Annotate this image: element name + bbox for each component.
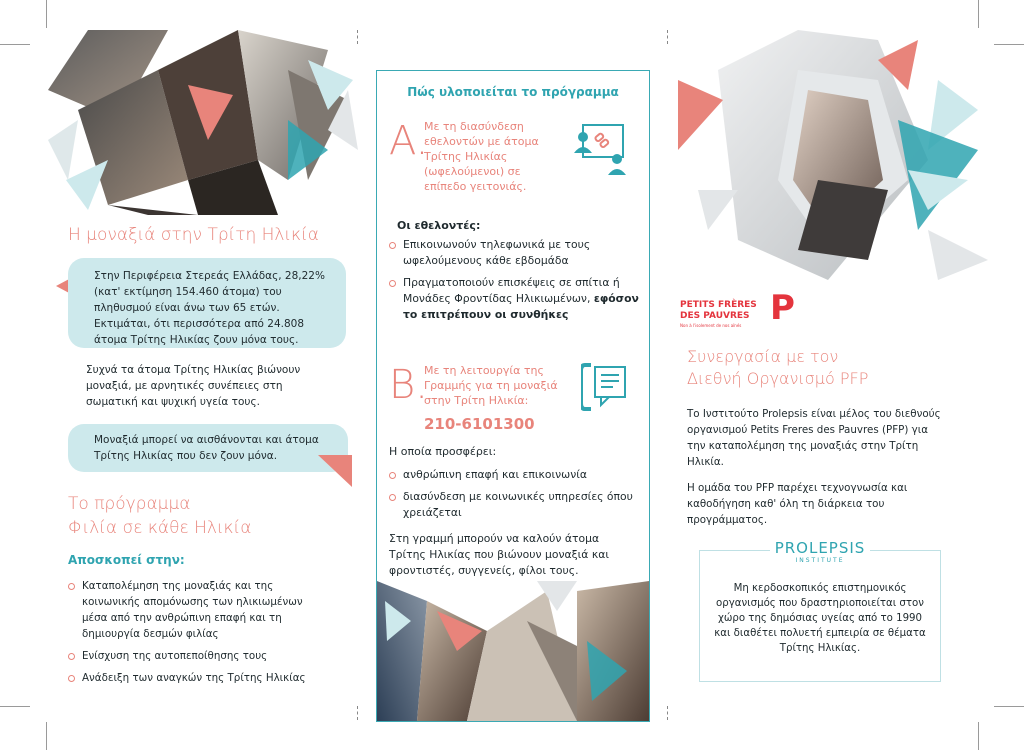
volunteer-link-icon	[573, 123, 629, 177]
partnership-paragraph-2: Η ομάδα του PFP παρέχει τεχνογνωσία και καθοδήγηση καθ' όλη τη διάρκεια του προγράμματος.	[687, 482, 908, 526]
partnership-title	[687, 346, 868, 390]
pfp-tagline: Non à l'isolement de nos aînés	[680, 323, 742, 328]
prolepsis-logo	[770, 539, 870, 565]
method-b-text: Με τη λειτουργία της Γραμμής για τη μοναξιά στην Τρίτη Ηλικία:	[424, 364, 558, 407]
phone-number: 210-6101300	[424, 415, 535, 433]
pfp-logo	[680, 300, 757, 329]
crop-mark	[46, 0, 47, 28]
center-photo-collage	[377, 581, 649, 721]
pointer-triangle	[318, 455, 352, 487]
list-item-emphasis: εφόσον το επιτρέπουν οι συνθήκες	[403, 292, 639, 321]
method-a-text: Με τη διασύνδεση εθελοντών με άτομα Τρίτης Ηλικίας (ωφελούμενοι) σε επίπεδο γειτονιάς.	[424, 120, 539, 193]
right-photo-collage	[678, 30, 998, 280]
letter-a: A.	[389, 118, 429, 164]
crop-mark	[0, 706, 30, 707]
offers-title: Η οποία προσφέρει:	[389, 445, 497, 458]
partnership-paragraph-1: Το Ινστιτούτο Prolepsis είναι μέλος του διεθνούς οργανισμού Petits Freres des Pauvres (PFP) για την καταπολέμηση της μοναξιάς στην Τρίτη Ηλικία.	[687, 408, 941, 468]
crop-mark	[0, 44, 30, 45]
list-item: Επικοινωνούν τηλεφωνικά με τους ωφελούμενους κάθε εβδομάδα	[389, 237, 639, 269]
center-title: Πώς υλοποιείται το πρόγραμμα	[407, 85, 619, 99]
volunteers-list	[389, 237, 639, 329]
prolepsis-sub: INSTITUTE	[795, 557, 845, 564]
fold-mark	[667, 30, 668, 44]
pfp-mark: P	[770, 288, 795, 328]
crop-mark	[46, 722, 47, 750]
aims-list	[68, 578, 328, 692]
pfp-name-line1: PETITS FRÈRES	[680, 300, 757, 310]
fold-mark	[667, 706, 668, 720]
loneliness-paragraph: Συχνά τα άτομα Τρίτης Ηλικίας βιώνουν μοναξιά, με αρνητικές συνέπειες στη σωματική και ψυχική υγεία τους.	[86, 364, 301, 408]
partnership-title-line1: Συνεργασία με τον	[687, 347, 839, 366]
partnership-title-line2: Διεθνή Οργανισμό PFP	[687, 369, 869, 388]
loneliness-callout: Μοναξιά μπορεί να αισθάνονται και άτομα Τρίτης Ηλικίας που δεν ζουν μόνα.	[68, 424, 348, 472]
prolepsis-name: PROLEPSIS	[774, 539, 866, 557]
aims-title: Αποσκοπεί στην:	[68, 553, 185, 567]
program-title-line1: Το πρόγραμμα	[68, 494, 191, 514]
stats-callout: Στην Περιφέρεια Στερεάς Ελλάδας, 28,22% (κατ' εκτίμηση 154.460 άτομα) του πληθυσμού είναι άνω των 65 ετών. Εκτιμάται, ότι περισσότερα από 24.808 άτομα Τρίτης Ηλικίας ζουν μόνα τους.	[68, 258, 346, 348]
list-item: ανθρώπινη επαφή και επικοινωνία	[389, 467, 639, 483]
prolepsis-box	[699, 539, 941, 682]
list-item: διασύνδεση με κοινωνικές υπηρεσίες όπου χρειάζεται	[389, 489, 639, 521]
list-item: Ενίσχυση της αυτοπεποίθησης τους	[68, 648, 328, 664]
crop-mark	[978, 0, 979, 28]
left-photo-collage	[48, 30, 358, 215]
volunteers-title: Οι εθελοντές:	[397, 219, 481, 232]
program-title	[68, 492, 251, 540]
program-title-line2: Φιλία σε κάθε Ηλικία	[68, 518, 252, 538]
callers-paragraph: Στη γραμμή μπορούν να καλούν άτομα Τρίτης Ηλικίας που βιώνουν μοναξιά και φροντιστές, συγγενείς, φίλοι τους.	[389, 532, 609, 577]
list-item	[389, 275, 639, 323]
list-item: Καταπολέμηση της μοναξιάς και της κοινωνικής απομόνωσης των ηλικιωμένων μέσα από την ανθρώπινη επαφή και τη δημιουργία δεσμών φιλίας	[68, 578, 328, 642]
crop-mark	[978, 722, 979, 750]
list-item: Ανάδειξη των αναγκών της Τρίτης Ηλικίας	[68, 670, 328, 686]
offers-list	[389, 467, 639, 527]
list-item-text: Πραγματοποιούν επισκέψεις σε σπίτια ή Μονάδες Φροντίδας Ηλικιωμένων,	[403, 276, 620, 305]
fold-mark	[357, 706, 358, 720]
center-panel	[376, 70, 650, 722]
letter-b: B.	[389, 362, 428, 408]
pfp-name-line2: DES PAUVRES	[680, 311, 750, 321]
prolepsis-description: Μη κερδοσκοπικός επιστημονικός οργανισμός που δραστηριοποιείται στον χώρο της δημόσιας υγείας από το 1990 και διαθέτει πολυετή εμπειρία σε θέματα Τρίτης Ηλικίας.	[714, 583, 926, 654]
section-title: Η μοναξιά στην Τρίτη Ηλικία	[68, 225, 319, 245]
crop-mark	[994, 706, 1024, 707]
phone-line-icon	[581, 363, 629, 413]
crop-mark	[994, 44, 1024, 45]
